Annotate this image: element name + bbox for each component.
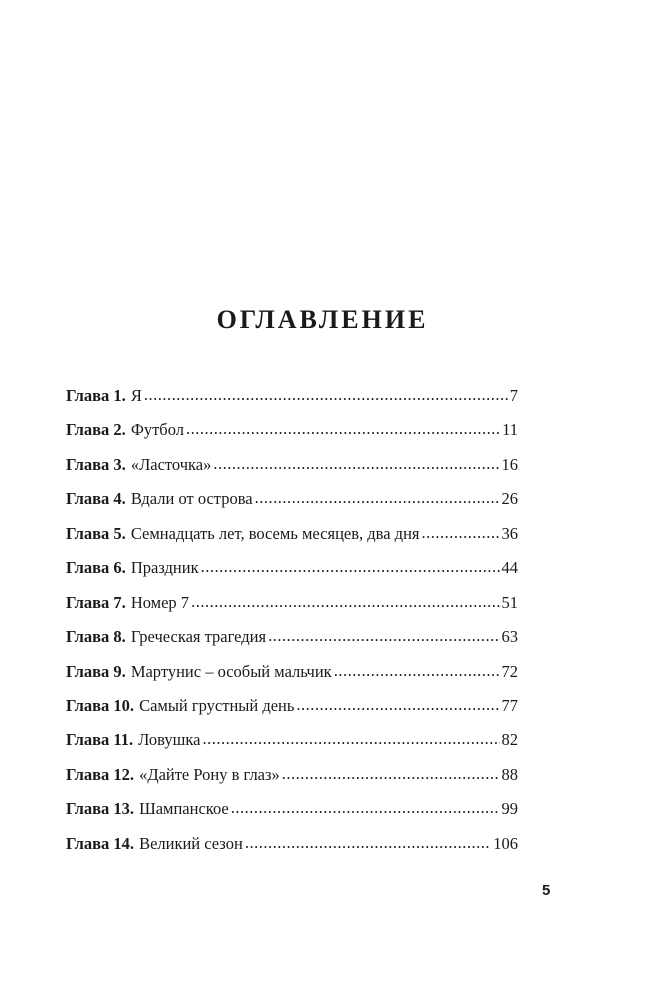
dot-leader	[282, 764, 500, 784]
chapter-title: Праздник	[130, 558, 199, 578]
chapter-label: Глава 2.	[66, 420, 126, 440]
chapter-label: Глава 13.	[66, 799, 135, 819]
chapter-label: Глава 7.	[66, 592, 126, 612]
dot-leader	[422, 523, 500, 543]
chapter-title: Я	[130, 386, 142, 405]
toc-entry[interactable]	[66, 593, 518, 627]
page-number: 72	[501, 661, 518, 681]
page-number: 51	[501, 592, 518, 612]
chapter-title: Мартунис – особый мальчик	[130, 661, 332, 681]
chapter-title: Шампанское	[139, 799, 229, 819]
page-number: 16	[501, 454, 518, 474]
dot-leader	[186, 419, 500, 439]
chapter-label: Глава 3.	[66, 454, 126, 474]
toc-entry[interactable]	[66, 662, 518, 696]
chapter-label: Глава 4.	[66, 489, 126, 509]
toc-entry[interactable]	[66, 455, 518, 489]
chapter-title: «Дайте Рону в глаз»	[139, 764, 280, 784]
toc-entry[interactable]	[66, 489, 518, 523]
dot-leader	[296, 695, 499, 715]
chapter-label: Глава 12.	[66, 764, 135, 784]
toc-entry[interactable]	[66, 420, 518, 454]
toc-entry[interactable]	[66, 558, 518, 592]
toc-entry[interactable]	[66, 696, 518, 730]
toc-entry[interactable]	[66, 386, 518, 420]
toc-entry[interactable]	[66, 799, 518, 833]
chapter-label: Глава 11.	[66, 730, 134, 750]
dot-leader	[202, 729, 499, 749]
chapter-label: Глава 10.	[66, 695, 135, 715]
chapter-title: Ловушка	[138, 730, 201, 750]
page-number: 63	[501, 627, 518, 647]
page-folio: 5	[542, 882, 551, 899]
toc-entry[interactable]	[66, 730, 518, 764]
chapter-title: Вдали от острова	[130, 489, 253, 509]
chapter-label: Глава 1.	[66, 386, 126, 405]
chapter-title: Греческая трагедия	[130, 627, 267, 647]
page-number: 11	[502, 420, 518, 440]
chapter-title: Номер 7	[130, 592, 190, 612]
dot-leader	[268, 626, 499, 646]
chapter-label: Глава 6.	[66, 558, 126, 578]
chapter-title: Великий сезон	[139, 833, 243, 853]
dot-leader	[191, 592, 499, 612]
chapter-title: Футбол	[130, 420, 184, 440]
page-number: 26	[501, 489, 518, 509]
toc-entry[interactable]	[66, 765, 518, 799]
toc-entry[interactable]	[66, 834, 518, 868]
dot-leader	[201, 557, 500, 577]
toc-entry[interactable]	[66, 627, 518, 661]
dot-leader	[213, 454, 499, 474]
page-number: 44	[501, 558, 518, 578]
chapter-label: Глава 8.	[66, 627, 126, 647]
page-number: 88	[501, 764, 518, 784]
toc-entry[interactable]	[66, 524, 518, 558]
chapter-label: Глава 14.	[66, 833, 135, 853]
chapter-title: «Ласточка»	[130, 454, 212, 474]
dot-leader	[144, 385, 508, 405]
dot-leader	[255, 488, 500, 508]
chapter-title: Самый грустный день	[139, 695, 295, 715]
page-number: 77	[501, 695, 518, 715]
chapter-label: Глава 5.	[66, 523, 126, 543]
dot-leader	[334, 661, 500, 681]
dot-leader	[245, 833, 491, 853]
page-number: 82	[501, 730, 518, 750]
page-number: 7	[509, 386, 518, 405]
page-number: 99	[501, 799, 518, 819]
table-of-contents	[66, 386, 518, 868]
chapter-title: Семнадцать лет, восемь месяцев, два дня	[130, 523, 420, 543]
page-title: ОГЛАВЛЕНИЕ	[216, 305, 429, 334]
dot-leader	[231, 798, 500, 818]
page-number: 36	[501, 523, 518, 543]
page-number: 106	[493, 833, 518, 853]
chapter-label: Глава 9.	[66, 661, 126, 681]
